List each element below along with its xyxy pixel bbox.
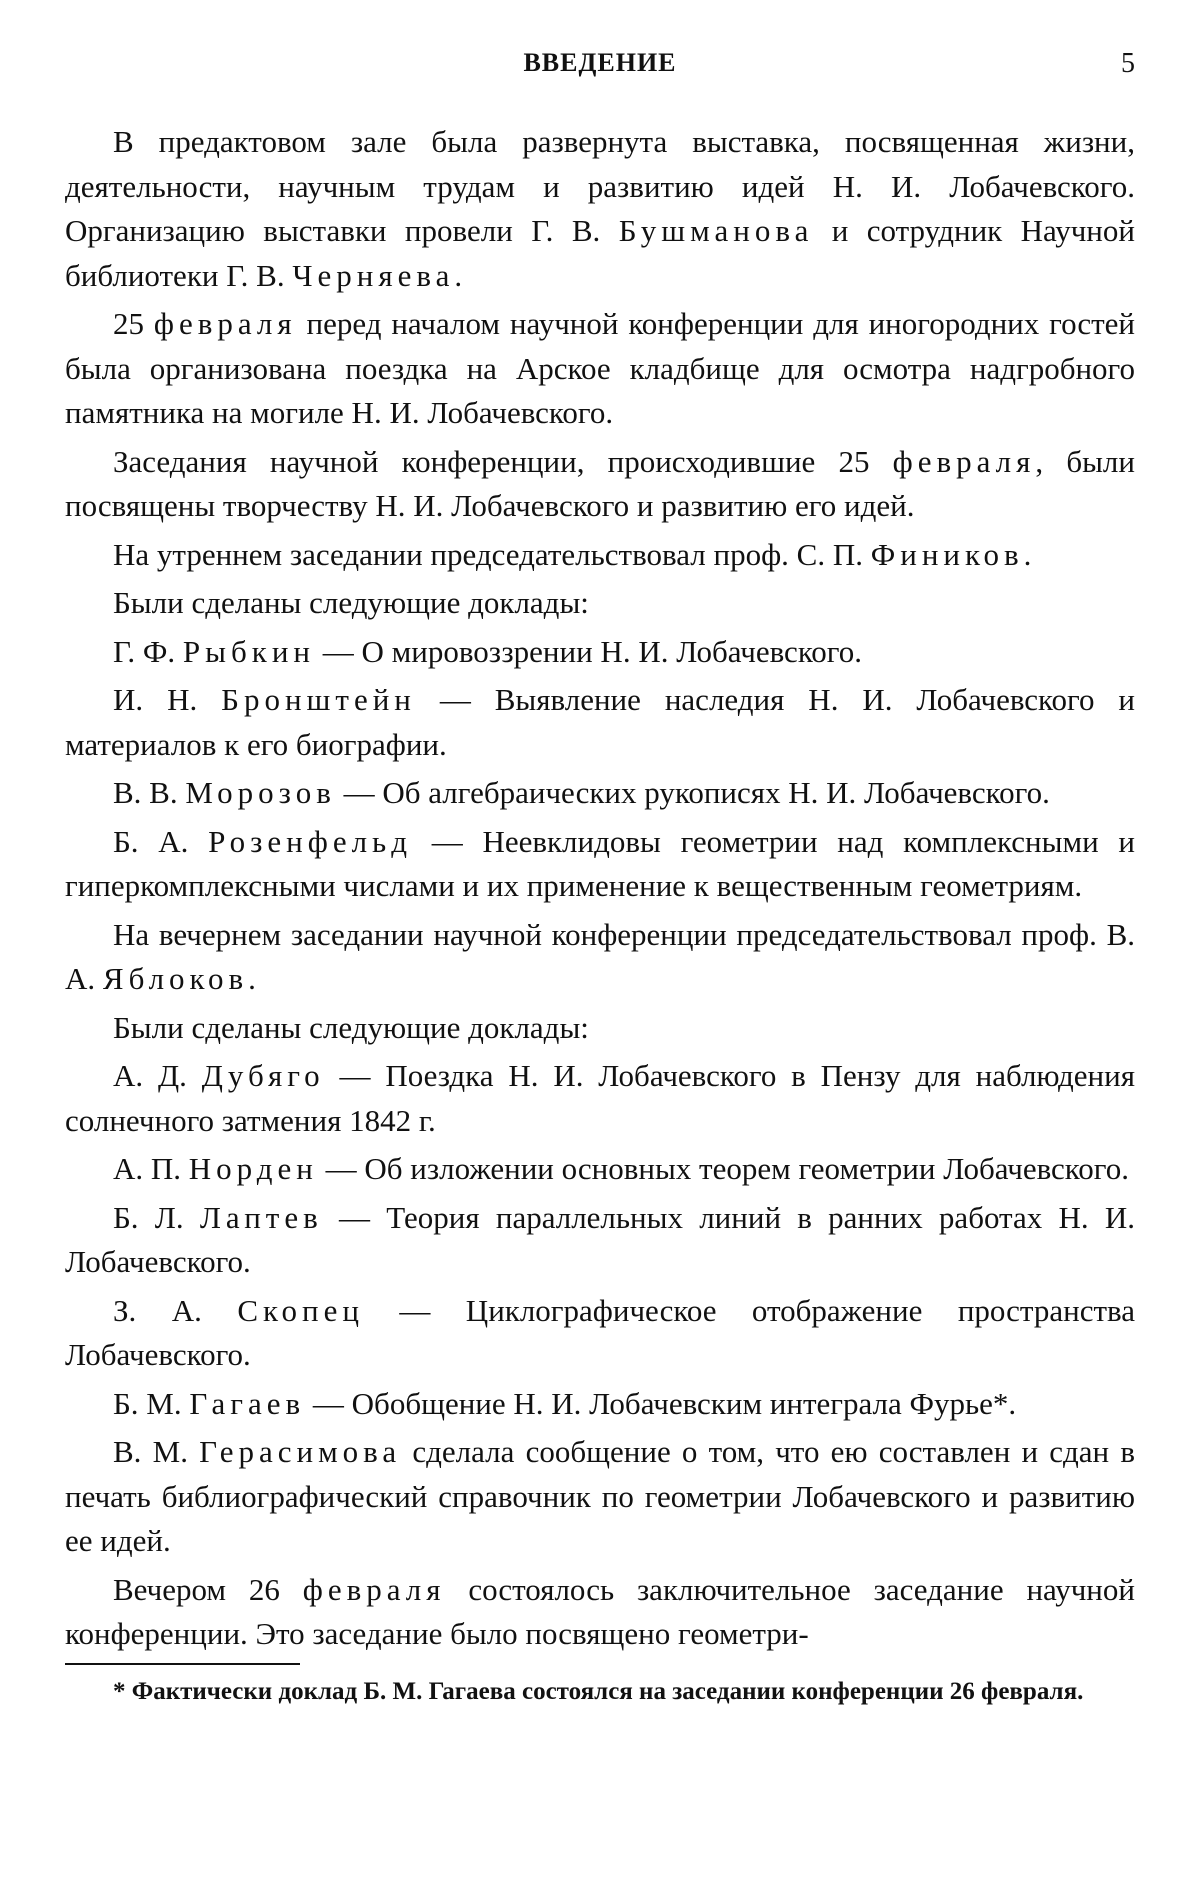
- text-run: А. П.: [113, 1151, 189, 1186]
- paragraph-report-laptev: [65, 1196, 1135, 1285]
- text-run: .: [248, 961, 256, 996]
- text-run: Были сделаны следующие доклады:: [113, 585, 589, 620]
- text-run: В. М.: [113, 1434, 200, 1469]
- text-run: состоялось заключительное заседание научной конференции. Это заседание было посвящено геометри-: [65, 1571, 1135, 1651]
- paragraph-gerasimova: [65, 1430, 1135, 1564]
- paragraph-report-skopets: [65, 1289, 1135, 1378]
- text-run: , были посвящены творчеству Н. И. Лобачевского и развитию его идей.: [65, 443, 1135, 523]
- page-number: 5: [1121, 48, 1135, 79]
- paragraph-report-bronshtein: [65, 678, 1135, 767]
- spaced-name: Розенфельд: [208, 823, 412, 859]
- paragraph-report-gagaev: [65, 1382, 1135, 1427]
- text-run: Заседания научной конференции, происходившие 25: [113, 443, 893, 479]
- text-run: .: [1023, 536, 1032, 572]
- text-run: На вечернем заседании научной конференции председательствовал проф. В. А.: [65, 916, 1135, 996]
- text-run: — Теория параллельных линий в ранних работах Н. И. Лобачевского.: [65, 1199, 1136, 1279]
- spaced-name: Лаптев: [199, 1199, 323, 1235]
- spaced-name: Герасимова: [199, 1434, 402, 1469]
- paragraph-sessions: [65, 440, 1135, 529]
- paragraph-report-morozov: [65, 771, 1135, 816]
- text-run: 25: [113, 306, 154, 341]
- document-page: [65, 48, 1135, 1858]
- text-run: Б. М.: [113, 1385, 190, 1421]
- text-run: Б. Л.: [113, 1199, 200, 1235]
- text-run: Вечером 26: [113, 1571, 303, 1607]
- running-header: [65, 48, 1135, 92]
- paragraph-reports-intro: [65, 581, 1135, 626]
- spaced-name: Морозов: [185, 775, 336, 810]
- footnote: * Фактически доклад Б. М. Гагаева состоялся на заседании конференции 26 февраля.: [113, 1677, 1084, 1705]
- paragraph-closing-session: [65, 1568, 1135, 1657]
- spaced-name: Черняева: [292, 257, 455, 293]
- spaced-word: февраля: [302, 1571, 446, 1607]
- body-text: [65, 120, 1135, 1657]
- paragraph-evening-chair: [65, 913, 1135, 1002]
- spaced-name: Яблоков: [102, 961, 249, 996]
- text-run: .: [454, 257, 463, 293]
- footnote-divider: [65, 1663, 300, 1665]
- text-run: — Обобщение Н. И. Лобачевским интеграла Фурье*.: [305, 1385, 1017, 1421]
- text-run: Г. Ф.: [113, 633, 183, 669]
- paragraph-report-dubyago: [65, 1054, 1135, 1143]
- text-run: — Выявление наследия Н. И. Лобачевского и материалов к его биографии.: [65, 682, 1135, 762]
- text-run: — Циклографическое отображение пространства Лобачевского.: [65, 1292, 1136, 1372]
- text-run: сделала сообщение о том, что ею составлен и сдан в печать библиографический справочник по геометрии Лобачевского и развитию ее идей.: [65, 1434, 1135, 1558]
- text-run: — Об алгебраических рукописях Н. И. Лобачевского.: [335, 775, 1050, 810]
- spaced-name: Бронштейн: [221, 682, 416, 717]
- spaced-name: Бушманова: [618, 213, 814, 248]
- text-run: З. А.: [113, 1292, 238, 1328]
- paragraph-report-rozenfeld: [65, 820, 1135, 909]
- text-run: Б. А.: [113, 823, 209, 859]
- text-run: И. Н.: [113, 682, 222, 717]
- text-run: — О мировоззрении Н. И. Лобачевского.: [315, 633, 862, 669]
- spaced-word: февраля: [153, 306, 297, 341]
- text-run: перед началом научной конференции для иногородних гостей была организована поездка на Арское кладбище для осмотра надгробного памятника на могиле Н. И. Лобачевского.: [65, 306, 1136, 430]
- text-run: На утреннем заседании председательствовал проф. С. П.: [113, 536, 871, 572]
- text-run: — Об изложении основных теорем геометрии Лобачевского.: [317, 1151, 1129, 1186]
- paragraph-reports-intro-evening: [65, 1006, 1135, 1051]
- text-run: Были сделаны следующие доклады:: [113, 1009, 589, 1045]
- spaced-name: Скопец: [237, 1292, 364, 1328]
- text-run: и сотрудник Научной библиотеки Г. В.: [65, 213, 1135, 293]
- spaced-name: Норден: [188, 1151, 318, 1186]
- text-run: — Поездка Н. И. Лобачевского в Пензу для наблюдения солнечного затмения 1842 г.: [65, 1058, 1135, 1138]
- paragraph-morning-chair: [65, 533, 1135, 578]
- text-run: А. Д.: [113, 1058, 202, 1093]
- spaced-word: февраля: [892, 443, 1036, 479]
- paragraph-report-rybkin: [65, 630, 1135, 675]
- running-title: ВВЕДЕНИЕ: [523, 48, 677, 77]
- paragraph-exhibition: [65, 120, 1135, 298]
- spaced-name: Рыбкин: [182, 633, 316, 669]
- text-run: — Неевклидовы геометрии над комплексными и гиперкомплексными числами и их применение к вещественным геометриям.: [65, 823, 1135, 903]
- paragraph-report-norden: [65, 1147, 1135, 1192]
- paragraph-cemetery-trip: [65, 302, 1135, 436]
- text-run: В. В.: [113, 775, 186, 810]
- spaced-name: Дубяго: [201, 1058, 325, 1093]
- text-run: В предактовом зале была развернута выставка, посвященная жизни, деятельности, научным трудам и развитию идей Н. И. Лобачевского. Организацию выставки провели Г. В.: [65, 124, 1135, 248]
- spaced-name: Гагаев: [189, 1385, 306, 1421]
- spaced-name: Фиников: [870, 536, 1024, 572]
